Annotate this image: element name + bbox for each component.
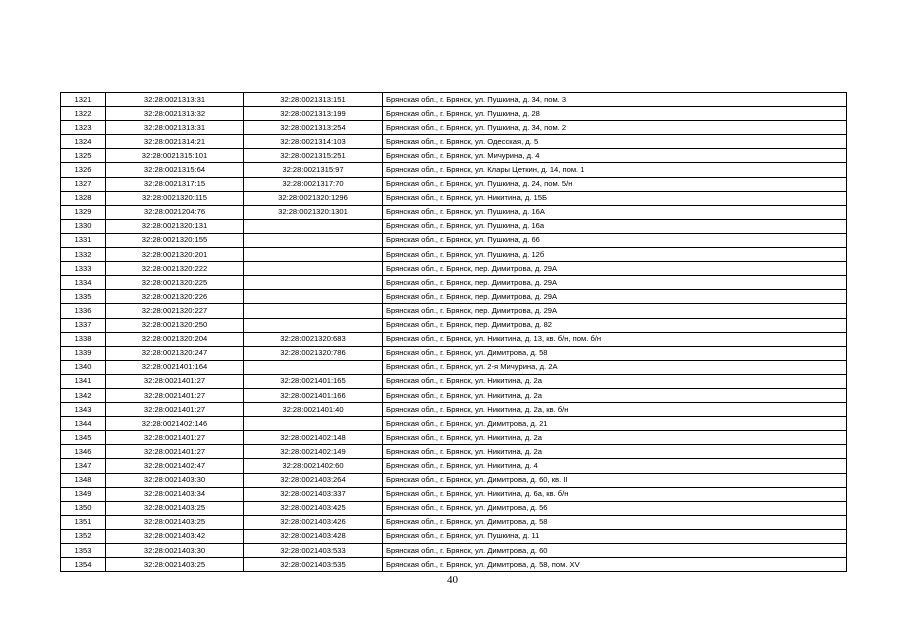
- table-row: [61, 233, 847, 247]
- object-cadastral-number: 32:28:0021402:60: [244, 459, 383, 473]
- address-cell: Брянская обл., г. Брянск, ул. Никитина, д. 2а: [383, 388, 847, 402]
- row-number: 1339: [61, 346, 106, 360]
- object-cadastral-number: 32:28:0021320:786: [244, 346, 383, 360]
- land-cadastral-number: 32:28:0021320:225: [106, 276, 244, 290]
- row-number: 1334: [61, 276, 106, 290]
- object-cadastral-number: 32:28:0021401:40: [244, 403, 383, 417]
- row-number: 1337: [61, 318, 106, 332]
- row-number: 1335: [61, 290, 106, 304]
- land-cadastral-number: 32:28:0021320:226: [106, 290, 244, 304]
- object-cadastral-number: 32:28:0021313:254: [244, 121, 383, 135]
- table-row: [61, 360, 847, 374]
- row-number: 1321: [61, 93, 106, 107]
- table-row: [61, 304, 847, 318]
- address-cell: Брянская обл., г. Брянск, ул. Димитрова, д. 60, кв. II: [383, 473, 847, 487]
- object-cadastral-number: [244, 233, 383, 247]
- row-number: 1341: [61, 374, 106, 388]
- cadastral-table: [60, 92, 847, 572]
- table-row: [61, 219, 847, 233]
- table-row: [61, 332, 847, 346]
- table-row: [61, 248, 847, 262]
- land-cadastral-number: 32:28:0021320:131: [106, 219, 244, 233]
- object-cadastral-number: 32:28:0021403:428: [244, 529, 383, 543]
- land-cadastral-number: 32:28:0021401:27: [106, 403, 244, 417]
- land-cadastral-number: 32:28:0021402:47: [106, 459, 244, 473]
- object-cadastral-number: 32:28:0021401:166: [244, 388, 383, 402]
- row-number: 1329: [61, 205, 106, 219]
- row-number: 1332: [61, 248, 106, 262]
- object-cadastral-number: [244, 262, 383, 276]
- table-row: [61, 276, 847, 290]
- land-cadastral-number: 32:28:0021401:27: [106, 374, 244, 388]
- address-cell: Брянская обл., г. Брянск, ул. Мичурина, д. 4: [383, 149, 847, 163]
- object-cadastral-number: 32:28:0021403:425: [244, 501, 383, 515]
- land-cadastral-number: 32:28:0021204:76: [106, 205, 244, 219]
- land-cadastral-number: 32:28:0021315:64: [106, 163, 244, 177]
- address-cell: Брянская обл., г. Брянск, ул. Димитрова, д. 56: [383, 501, 847, 515]
- land-cadastral-number: 32:28:0021313:31: [106, 121, 244, 135]
- land-cadastral-number: 32:28:0021320:204: [106, 332, 244, 346]
- table-row: [61, 205, 847, 219]
- table-row: [61, 191, 847, 205]
- object-cadastral-number: 32:28:0021314:103: [244, 135, 383, 149]
- address-cell: Брянская обл., г. Брянск, пер. Димитрова, д. 29А: [383, 262, 847, 276]
- table-row: [61, 558, 847, 572]
- address-cell: Брянская обл., г. Брянск, ул. Пушкина, д. 66: [383, 233, 847, 247]
- address-cell: Брянская обл., г. Брянск, ул. Пушкина, д. 16А: [383, 205, 847, 219]
- row-number: 1352: [61, 529, 106, 543]
- address-cell: Брянская обл., г. Брянск, пер. Димитрова, д. 29А: [383, 304, 847, 318]
- object-cadastral-number: 32:28:0021320:683: [244, 332, 383, 346]
- address-cell: Брянская обл., г. Брянск, ул. Никитина, д. 2а: [383, 431, 847, 445]
- table-row: [61, 318, 847, 332]
- address-cell: Брянская обл., г. Брянск, ул. Димитрова, д. 58: [383, 346, 847, 360]
- land-cadastral-number: 32:28:0021320:227: [106, 304, 244, 318]
- address-cell: Брянская обл., г. Брянск, ул. 2-я Мичурина, д. 2А: [383, 360, 847, 374]
- address-cell: Брянская обл., г. Брянск, ул. Димитрова, д. 21: [383, 417, 847, 431]
- row-number: 1340: [61, 360, 106, 374]
- object-cadastral-number: 32:28:0021401:165: [244, 374, 383, 388]
- land-cadastral-number: 32:28:0021320:247: [106, 346, 244, 360]
- row-number: 1336: [61, 304, 106, 318]
- row-number: 1323: [61, 121, 106, 135]
- address-cell: Брянская обл., г. Брянск, ул. Димитрова, д. 58: [383, 515, 847, 529]
- address-cell: Брянская обл., г. Брянск, ул. Пушкина, д. 24, пом. 5/н: [383, 177, 847, 191]
- table-row: [61, 487, 847, 501]
- table-row: [61, 445, 847, 459]
- land-cadastral-number: 32:28:0021403:25: [106, 558, 244, 572]
- row-number: 1331: [61, 233, 106, 247]
- table-row: [61, 163, 847, 177]
- table-row: [61, 431, 847, 445]
- row-number: 1351: [61, 515, 106, 529]
- page-number: 40: [447, 574, 458, 586]
- table-row: [61, 93, 847, 107]
- object-cadastral-number: 32:28:0021315:97: [244, 163, 383, 177]
- table-row: [61, 177, 847, 191]
- land-cadastral-number: 32:28:0021402:146: [106, 417, 244, 431]
- object-cadastral-number: 32:28:0021315:251: [244, 149, 383, 163]
- object-cadastral-number: 32:28:0021402:149: [244, 445, 383, 459]
- land-cadastral-number: 32:28:0021317:15: [106, 177, 244, 191]
- address-cell: Брянская обл., г. Брянск, пер. Димитрова, д. 29А: [383, 290, 847, 304]
- row-number: 1343: [61, 403, 106, 417]
- row-number: 1338: [61, 332, 106, 346]
- land-cadastral-number: 32:28:0021403:30: [106, 544, 244, 558]
- table-row: [61, 107, 847, 121]
- object-cadastral-number: [244, 276, 383, 290]
- land-cadastral-number: 32:28:0021403:42: [106, 529, 244, 543]
- object-cadastral-number: [244, 304, 383, 318]
- row-number: 1330: [61, 219, 106, 233]
- address-cell: Брянская обл., г. Брянск, ул. Пушкина, д. 12б: [383, 248, 847, 262]
- address-cell: Брянская обл., г. Брянск, ул. Клары Цеткин, д. 14, пом. 1: [383, 163, 847, 177]
- table-row: [61, 290, 847, 304]
- land-cadastral-number: 32:28:0021401:27: [106, 431, 244, 445]
- object-cadastral-number: [244, 417, 383, 431]
- land-cadastral-number: 32:28:0021403:30: [106, 473, 244, 487]
- object-cadastral-number: 32:28:0021320:1296: [244, 191, 383, 205]
- land-cadastral-number: 32:28:0021320:201: [106, 248, 244, 262]
- address-cell: Брянская обл., г. Брянск, ул. Пушкина, д. 16а: [383, 219, 847, 233]
- land-cadastral-number: 32:28:0021313:31: [106, 93, 244, 107]
- address-cell: Брянская обл., г. Брянск, ул. Никитина, д. 13, кв. б/н, пом. б/н: [383, 332, 847, 346]
- land-cadastral-number: 32:28:0021403:25: [106, 515, 244, 529]
- object-cadastral-number: 32:28:0021403:535: [244, 558, 383, 572]
- table-row: [61, 473, 847, 487]
- land-cadastral-number: 32:28:0021401:27: [106, 388, 244, 402]
- row-number: 1324: [61, 135, 106, 149]
- row-number: 1333: [61, 262, 106, 276]
- address-cell: Брянская обл., г. Брянск, ул. Пушкина, д. 34, пом. 2: [383, 121, 847, 135]
- object-cadastral-number: 32:28:0021313:199: [244, 107, 383, 121]
- table-row: [61, 459, 847, 473]
- table-row: [61, 346, 847, 360]
- land-cadastral-number: 32:28:0021320:155: [106, 233, 244, 247]
- land-cadastral-number: 32:28:0021401:27: [106, 445, 244, 459]
- land-cadastral-number: 32:28:0021403:34: [106, 487, 244, 501]
- object-cadastral-number: [244, 290, 383, 304]
- table-row: [61, 501, 847, 515]
- table-row: [61, 417, 847, 431]
- address-cell: Брянская обл., г. Брянск, ул. Пушкина, д. 28: [383, 107, 847, 121]
- table-row: [61, 374, 847, 388]
- object-cadastral-number: [244, 360, 383, 374]
- address-cell: Брянская обл., г. Брянск, ул. Никитина, д. 2а, кв. б/н: [383, 403, 847, 417]
- land-cadastral-number: 32:28:0021403:25: [106, 501, 244, 515]
- table-row: [61, 121, 847, 135]
- row-number: 1342: [61, 388, 106, 402]
- table-row: [61, 529, 847, 543]
- table-row: [61, 149, 847, 163]
- address-cell: Брянская обл., г. Брянск, ул. Никитина, д. 4: [383, 459, 847, 473]
- object-cadastral-number: 32:28:0021403:533: [244, 544, 383, 558]
- address-cell: Брянская обл., г. Брянск, ул. Никитина, д. 2а: [383, 374, 847, 388]
- row-number: 1353: [61, 544, 106, 558]
- row-number: 1348: [61, 473, 106, 487]
- object-cadastral-number: 32:28:0021402:148: [244, 431, 383, 445]
- object-cadastral-number: 32:28:0021320:1301: [244, 205, 383, 219]
- row-number: 1344: [61, 417, 106, 431]
- land-cadastral-number: 32:28:0021314:21: [106, 135, 244, 149]
- land-cadastral-number: 32:28:0021320:115: [106, 191, 244, 205]
- address-cell: Брянская обл., г. Брянск, ул. Димитрова, д. 58, пом. XV: [383, 558, 847, 572]
- address-cell: Брянская обл., г. Брянск, ул. Никитина, д. 15Б: [383, 191, 847, 205]
- row-number: 1349: [61, 487, 106, 501]
- address-cell: Брянская обл., г. Брянск, пер. Димитрова, д. 29А: [383, 276, 847, 290]
- address-cell: Брянская обл., г. Брянск, ул. Димитрова, д. 60: [383, 544, 847, 558]
- address-cell: Брянская обл., г. Брянск, ул. Пушкина, д. 34, пом. 3: [383, 93, 847, 107]
- land-cadastral-number: 32:28:0021320:250: [106, 318, 244, 332]
- table-row: [61, 515, 847, 529]
- object-cadastral-number: 32:28:0021403:426: [244, 515, 383, 529]
- object-cadastral-number: 32:28:0021403:264: [244, 473, 383, 487]
- table-row: [61, 544, 847, 558]
- object-cadastral-number: [244, 318, 383, 332]
- row-number: 1345: [61, 431, 106, 445]
- object-cadastral-number: [244, 248, 383, 262]
- row-number: 1328: [61, 191, 106, 205]
- land-cadastral-number: 32:28:0021401:164: [106, 360, 244, 374]
- address-cell: Брянская обл., г. Брянск, ул. Одесская, д. 5: [383, 135, 847, 149]
- row-number: 1346: [61, 445, 106, 459]
- object-cadastral-number: [244, 219, 383, 233]
- object-cadastral-number: 32:28:0021403:337: [244, 487, 383, 501]
- row-number: 1327: [61, 177, 106, 191]
- row-number: 1325: [61, 149, 106, 163]
- address-cell: Брянская обл., г. Брянск, пер. Димитрова, д. 82: [383, 318, 847, 332]
- row-number: 1350: [61, 501, 106, 515]
- land-cadastral-number: 32:28:0021315:101: [106, 149, 244, 163]
- address-cell: Брянская обл., г. Брянск, ул. Никитина, д. 6а, кв. б/н: [383, 487, 847, 501]
- land-cadastral-number: 32:28:0021320:222: [106, 262, 244, 276]
- table-row: [61, 388, 847, 402]
- table-row: [61, 262, 847, 276]
- object-cadastral-number: 32:28:0021313:151: [244, 93, 383, 107]
- table-body: [61, 93, 847, 572]
- row-number: 1354: [61, 558, 106, 572]
- address-cell: Брянская обл., г. Брянск, ул. Пушкина, д. 11: [383, 529, 847, 543]
- row-number: 1322: [61, 107, 106, 121]
- row-number: 1326: [61, 163, 106, 177]
- row-number: 1347: [61, 459, 106, 473]
- land-cadastral-number: 32:28:0021313:32: [106, 107, 244, 121]
- object-cadastral-number: 32:28:0021317:70: [244, 177, 383, 191]
- table-row: [61, 135, 847, 149]
- table-row: [61, 403, 847, 417]
- address-cell: Брянская обл., г. Брянск, ул. Никитина, д. 2а: [383, 445, 847, 459]
